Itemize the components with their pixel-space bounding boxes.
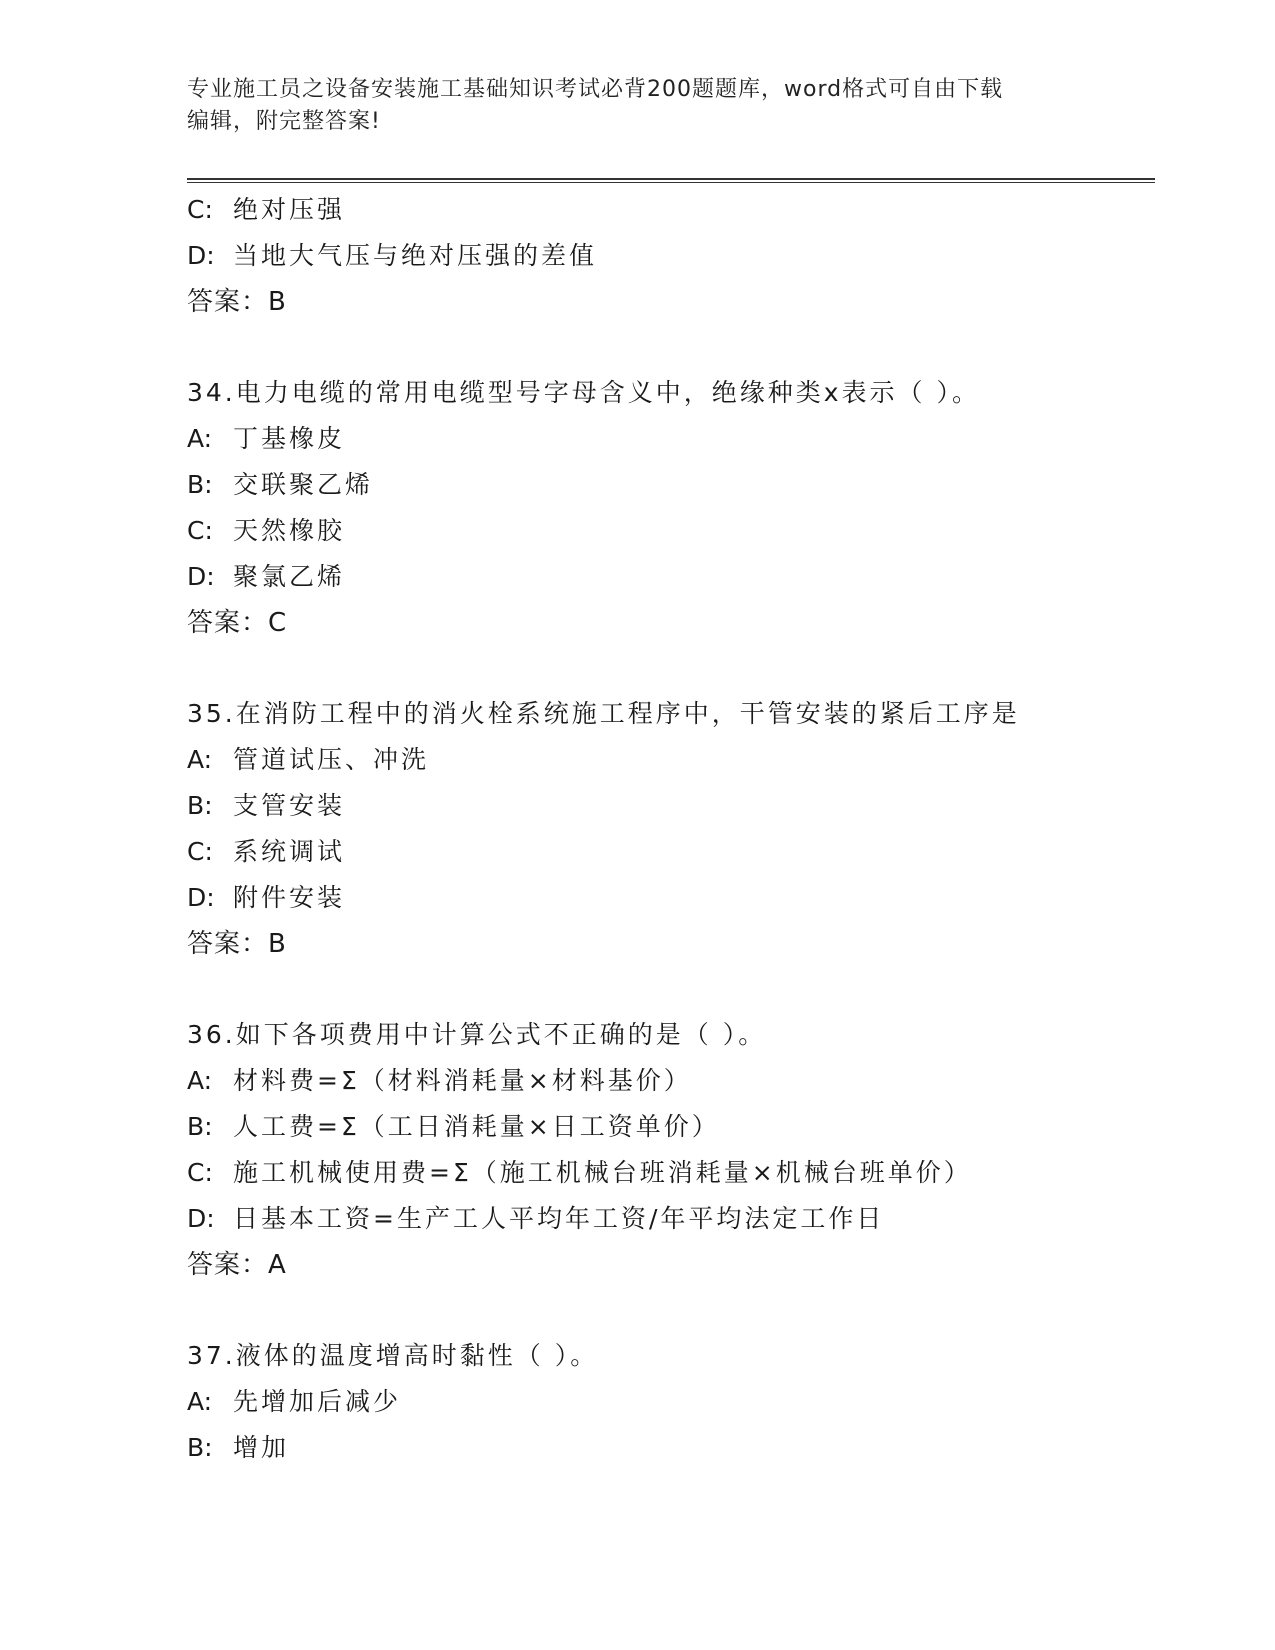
option-a — [187, 737, 1155, 783]
question-stem: 37.液体的温度增高时黏性（ ）。 — [187, 1341, 599, 1370]
spacer — [187, 967, 1155, 1012]
answer: 答案：A — [187, 1250, 287, 1280]
option-a — [187, 1379, 1155, 1425]
option-a — [187, 1058, 1155, 1104]
option-d — [187, 1196, 1155, 1242]
question-35 — [187, 691, 1155, 967]
question-36 — [187, 1012, 1155, 1288]
question-stem: 36.如下各项费用中计算公式不正确的是（ ）。 — [187, 1020, 767, 1049]
option-key: B: — [187, 791, 213, 820]
option-text: 附件安装 — [233, 883, 346, 912]
answer: 答案：C — [187, 608, 288, 638]
option-text: 天然橡胶 — [233, 516, 346, 545]
option-key: D: — [187, 241, 215, 270]
option-key: C: — [187, 837, 213, 866]
option-b — [187, 462, 1155, 508]
option-key: B: — [187, 1112, 213, 1141]
option-key: B: — [187, 470, 213, 499]
option-text: 当地大气压与绝对压强的差值 — [233, 241, 598, 270]
option-text: 支管安装 — [233, 791, 346, 820]
option-b — [187, 1425, 1155, 1471]
option-key: A: — [187, 1066, 213, 1095]
option-key: D: — [187, 562, 215, 591]
option-text: 材料费=Σ（材料消耗量×材料基价） — [233, 1066, 692, 1095]
spacer — [187, 325, 1155, 370]
option-key: C: — [187, 1158, 213, 1187]
option-text: 聚氯乙烯 — [233, 562, 346, 591]
question-stem: 34.电力电缆的常用电缆型号字母含义中，绝缘种类x表示（ ）。 — [187, 378, 981, 407]
header-line-1: 专业施工员之设备安装施工基础知识考试必背200题题库，word格式可自由下载 — [187, 77, 1004, 102]
option-text: 增加 — [233, 1433, 290, 1462]
option-c — [187, 508, 1155, 554]
option-key: D: — [187, 1204, 215, 1233]
option-key: C: — [187, 516, 213, 545]
option-text: 先增加后减少 — [233, 1387, 402, 1416]
question-content — [187, 187, 1155, 1471]
option-c — [187, 829, 1155, 875]
spacer — [187, 1288, 1155, 1333]
option-key: A: — [187, 745, 213, 774]
option-c — [187, 1150, 1155, 1196]
option-text: 系统调试 — [233, 837, 346, 866]
option-text: 交联聚乙烯 — [233, 470, 374, 499]
question-stem: 35.在消防工程中的消火栓系统施工程序中，干管安装的紧后工序是 — [187, 699, 1020, 728]
option-text: 丁基橡皮 — [233, 424, 346, 453]
option-key: A: — [187, 424, 213, 453]
option-text: 管道试压、冲洗 — [233, 745, 430, 774]
answer: 答案：B — [187, 929, 287, 959]
option-d — [187, 554, 1155, 600]
question-37 — [187, 1333, 1155, 1471]
option-text: 日基本工资=生产工人平均年工资/年平均法定工作日 — [233, 1204, 885, 1233]
option-b — [187, 1104, 1155, 1150]
option-key: D: — [187, 883, 215, 912]
option-a — [187, 416, 1155, 462]
option-key: B: — [187, 1433, 213, 1462]
answer: 答案：B — [187, 287, 287, 317]
option-d — [187, 875, 1155, 921]
question-33-tail — [187, 187, 1155, 325]
option-b — [187, 783, 1155, 829]
header-divider — [187, 178, 1155, 183]
option-text: 人工费=Σ（工日消耗量×日工资单价） — [233, 1112, 720, 1141]
option-key: C: — [187, 195, 213, 224]
option-text: 施工机械使用费=Σ（施工机械台班消耗量×机械台班单价） — [233, 1158, 972, 1187]
option-d — [187, 233, 1155, 279]
option-c — [187, 187, 1155, 233]
page-header — [187, 74, 1087, 138]
spacer — [187, 646, 1155, 691]
question-34 — [187, 370, 1155, 646]
option-text: 绝对压强 — [233, 195, 346, 224]
header-line-2: 编辑，附完整答案! — [187, 109, 381, 134]
option-key: A: — [187, 1387, 213, 1416]
